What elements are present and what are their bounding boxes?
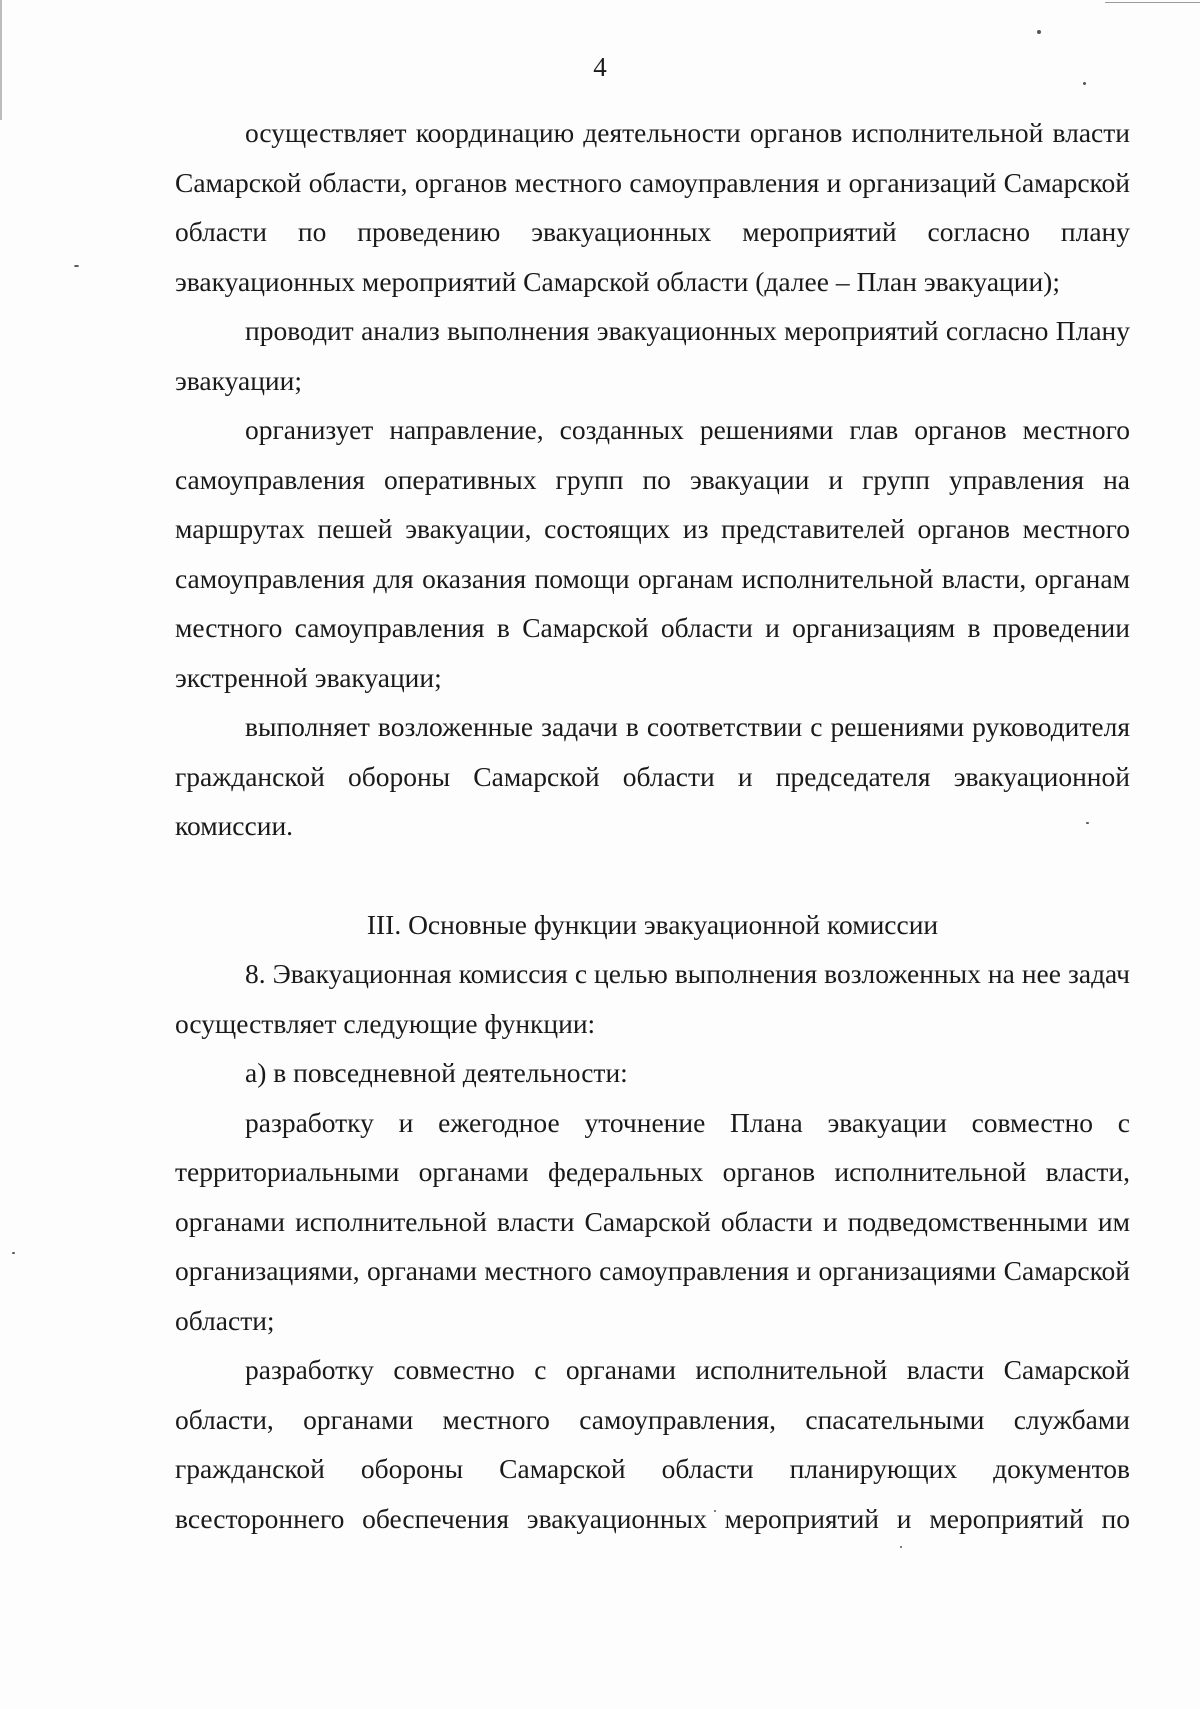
- document-body: [175, 108, 1130, 1543]
- page-number: 4: [593, 52, 607, 82]
- paragraph: выполняет возложенные задачи в соответствии с решениями руководителя гражданской обороны Самарской области и председателя эвакуационной комиссии.: [175, 711, 1130, 841]
- section-spacer: [175, 851, 1130, 900]
- scan-speck: [74, 265, 79, 267]
- paragraph: 8. Эвакуационная комиссия с целью выполнения возложенных на нее задач осуществляет следующие функции:: [175, 958, 1130, 1039]
- scan-speck: [1037, 30, 1041, 34]
- paragraph: проводит анализ выполнения эвакуационных мероприятий согласно Плану эвакуации;: [175, 315, 1130, 396]
- paragraph: разработку совместно с органами исполнительной власти Самарской области, органами местного самоуправления, спасательными службами гражданской обороны Самарской области планирующих документов всестороннего обеспечения эвакуационных мероприятий и мероприятий по: [175, 1354, 1130, 1534]
- paragraph: разработку и ежегодное уточнение Плана эвакуации совместно с территориальными органами федеральных органов исполнительной власти, органами исполнительной власти Самарской области и подведомственными им организациями, органами местного самоуправления и организациями Самарской области;: [175, 1106, 1130, 1336]
- scan-speck: [1083, 82, 1086, 85]
- section-heading: III. Основные функции эвакуационной комиссии: [366, 908, 939, 940]
- paragraph: а) в повседневной деятельности:: [245, 1057, 628, 1088]
- scan-speck: [12, 1252, 15, 1254]
- scan-edge-line: [1105, 2, 1200, 3]
- paragraph: организует направление, созданных решениями глав органов местного самоуправления оперативных групп по эвакуации и групп управления на маршрутах пешей эвакуации, состоящих из представителей органов местного самоуправления для оказания помощи органам исполнительной власти, органам местного самоуправления в Самарской области и организациям в проведении экстренной эвакуации;: [175, 414, 1130, 693]
- scan-speck: [900, 1546, 902, 1548]
- paragraph: осуществляет координацию деятельности органов исполнительной власти Самарской области, органов местного самоуправления и организаций Самарской области по проведению эвакуационных мероприятий согласно плану эвакуационных мероприятий Самарской области (далее – План эвакуации);: [175, 117, 1130, 297]
